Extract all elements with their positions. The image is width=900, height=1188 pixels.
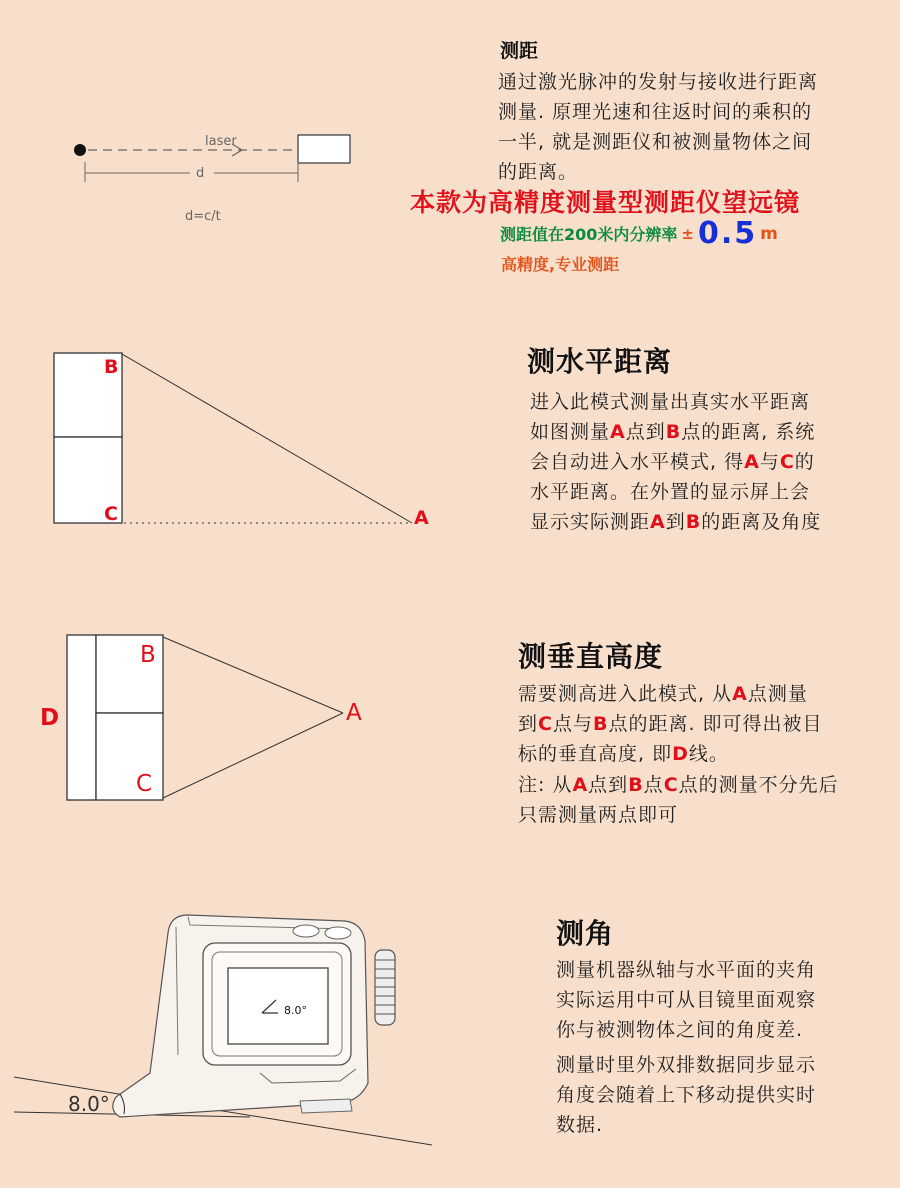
laser-arrow-head-bottom — [232, 150, 242, 156]
point-a-label: A — [346, 700, 362, 726]
point-b-label: B — [104, 356, 119, 378]
section1-line: 一半, 就是测距仪和被测量物体之间 — [498, 131, 813, 153]
point-b-ref: B — [685, 511, 702, 533]
spec-prefix: 测距值在200米内分辨率 — [500, 225, 678, 244]
screen-display — [228, 968, 328, 1044]
section3-line: 到C点与B点的距离. 即可得出被目 — [518, 713, 823, 735]
point-c-ref: C — [538, 713, 553, 735]
section3-title: 测垂直高度 — [518, 640, 664, 673]
point-c-ref: C — [663, 774, 679, 796]
point-b-ref: B — [592, 713, 609, 735]
point-c-label: C — [136, 771, 153, 797]
point-c-label: C — [104, 503, 118, 525]
vertical-height-diagram — [30, 625, 390, 815]
power-button — [293, 925, 319, 937]
point-a-ref: A — [650, 511, 666, 533]
section2-title: 测水平距离 — [527, 345, 673, 378]
horizontal-distance-diagram — [40, 345, 440, 535]
laser-distance-diagram — [60, 120, 370, 230]
angle-label: 8.0° — [68, 1092, 110, 1116]
sight-line-bottom — [163, 713, 343, 798]
height-bar — [67, 635, 96, 800]
screen-angle-reading: 8.0° — [284, 1004, 307, 1017]
line-d-label: D — [40, 705, 60, 731]
section2-line: 水平距离。在外置的显示屏上会 — [530, 481, 811, 503]
point-b-label: B — [140, 642, 156, 668]
section1-body — [498, 67, 818, 187]
section2-line: 显示实际测距A到B的距离及角度 — [530, 511, 822, 533]
section3-line: 需要测高进入此模式, 从A点测量 — [518, 683, 808, 705]
section3-body — [518, 679, 823, 769]
formula-label: d=c/t — [185, 209, 221, 224]
target-block-lower — [96, 713, 163, 800]
section4-body-2 — [556, 1050, 816, 1140]
distance-label: d — [196, 166, 205, 181]
section2-line: 会自动进入水平模式, 得A与C的 — [530, 451, 815, 473]
section2-line: 如图测量A点到B点的距离, 系统 — [530, 421, 816, 443]
laser-label: laser — [205, 134, 237, 149]
target-box — [298, 135, 350, 163]
point-a-label: A — [414, 507, 429, 529]
spec-value: 0.5 — [697, 216, 758, 251]
emitter-dot — [74, 144, 86, 156]
section4-line: 你与被测物体之间的角度差. — [556, 1019, 804, 1041]
line-d-ref: D — [672, 743, 689, 765]
sight-line-top — [163, 637, 343, 713]
slope-line — [122, 354, 412, 523]
section3-note-line: 注: 从A点到B点C点的测量不分先后 — [518, 774, 839, 796]
section2-line: 进入此模式测量出真实水平距离 — [530, 391, 811, 413]
section3-note-line: 只需测量两点即可 — [518, 804, 679, 826]
spec-line — [500, 216, 778, 251]
rangefinder-angle-diagram — [0, 905, 450, 1155]
section3-line: 标的垂直高度, 即D线。 — [518, 743, 729, 765]
point-a-ref: A — [732, 683, 748, 705]
section4-title: 测角 — [556, 917, 615, 950]
section2-body — [530, 387, 821, 537]
section4-line: 实际运用中可从目镜里面观察 — [556, 989, 817, 1011]
section1-line: 的距离。 — [498, 161, 579, 183]
section4-line: 数据. — [556, 1114, 604, 1136]
spec-unit: m — [760, 223, 778, 244]
point-a-ref: A — [610, 421, 626, 443]
section3-note — [518, 770, 839, 830]
mode-button — [325, 927, 351, 939]
section4-line: 测量时里外双排数据同步显示 — [556, 1054, 817, 1076]
precision-tagline: 高精度,专业测距 — [501, 255, 620, 274]
section4-line: 测量机器纵轴与水平面的夹角 — [556, 959, 817, 981]
section4-body — [556, 955, 816, 1045]
section4-line: 角度会随着上下移动提供实时 — [556, 1084, 817, 1106]
point-a-ref: A — [744, 451, 760, 473]
point-c-ref: C — [779, 451, 795, 473]
section1-title: 测距 — [500, 40, 539, 62]
section1-line: 测量. 原理光速和往返时间的乘积的 — [498, 101, 813, 123]
point-b-ref: B — [628, 774, 644, 796]
precision-highlight: 本款为高精度测量型测距仪望远镜 — [410, 188, 801, 217]
point-a-ref: A — [572, 774, 589, 796]
point-b-ref: B — [665, 421, 682, 443]
spec-pm: ± — [681, 224, 694, 243]
section1-line: 通过激光脉冲的发射与接收进行距离 — [498, 71, 819, 93]
